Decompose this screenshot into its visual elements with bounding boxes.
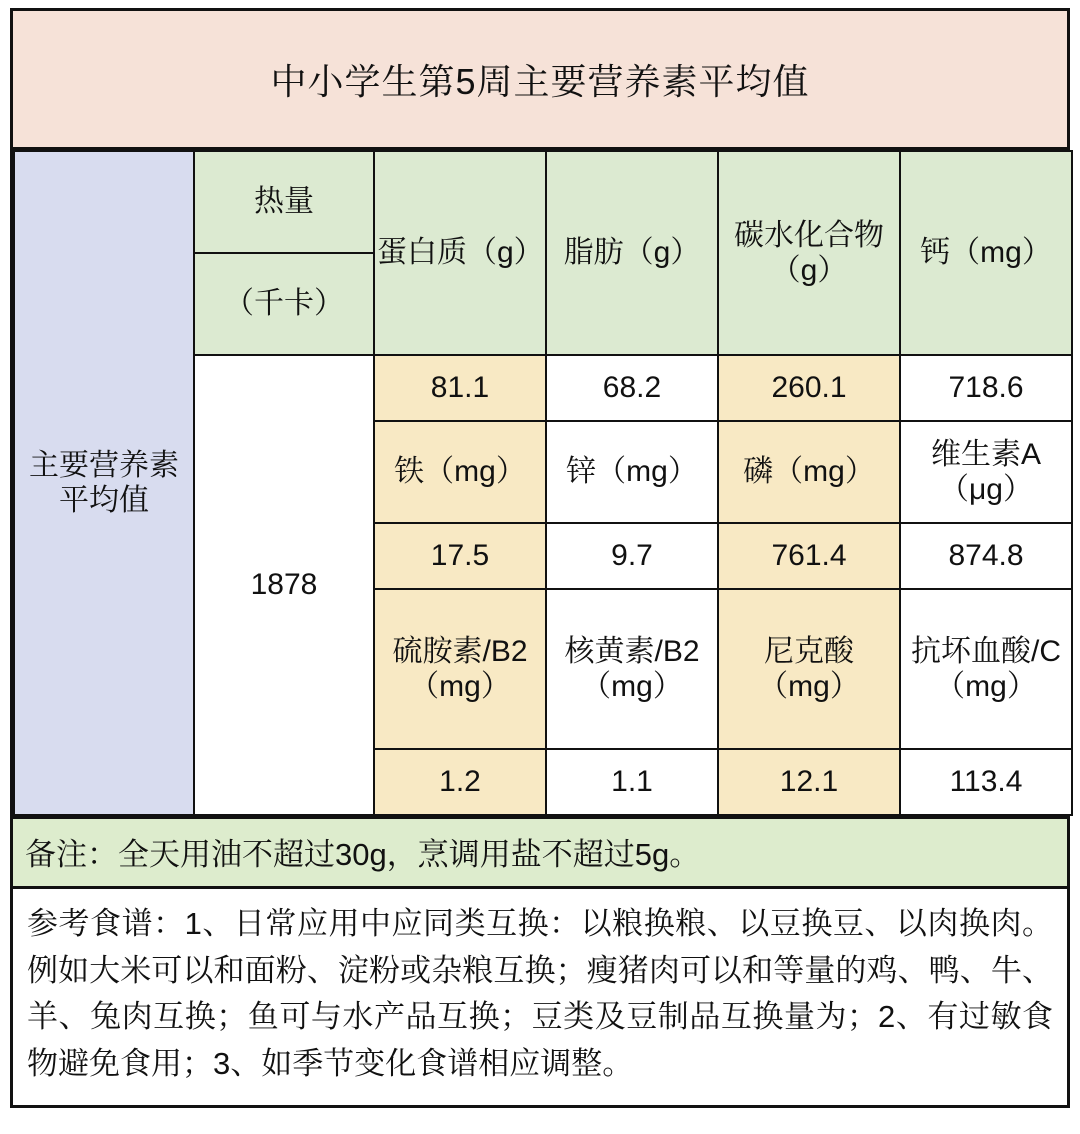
header-energy-name: 热量 [194,151,374,253]
header-niacin: 尼克酸（mg） [718,589,900,749]
header-vitamin-a: 维生素A（μg） [900,421,1072,523]
header-protein: 蛋白质（g） [374,151,546,355]
header-iron: 铁（mg） [374,421,546,523]
value-iron: 17.5 [374,523,546,589]
table-title-row [13,11,1067,150]
value-niacin: 12.1 [718,749,900,815]
header-thiamine: 硫胺素/B2（mg） [374,589,546,749]
value-ascorbic-acid: 113.4 [900,749,1072,815]
header-riboflavin: 核黄素/B2（mg） [546,589,718,749]
note-text: 备注：全天用油不超过30g，烹调用盐不超过5g。 [13,816,1067,889]
page-title: 中小学生第5周主要营养素平均值 [270,60,810,102]
header-energy-unit: （千卡） [194,253,374,355]
header-phosphorus: 磷（mg） [718,421,900,523]
value-thiamine: 1.2 [374,749,546,815]
header-zinc: 锌（mg） [546,421,718,523]
nutrition-grid [13,150,1073,816]
reference-recipe-text: 参考食谱：1、日常应用中应同类互换：以粮换粮、以豆换豆、以肉换肉。例如大米可以和面粉、淀粉或杂粮互换；瘦猪肉可以和等量的鸡、鸭、牛、羊、兔肉互换；鱼可与水产品互换；豆类及豆制品互换量为；2、有过敏食物避免食用；3、如季节变化食谱相应调整。 [13,889,1067,1105]
value-energy: 1878 [194,355,374,815]
value-protein: 81.1 [374,355,546,421]
header-fat: 脂肪（g） [546,151,718,355]
value-zinc: 9.7 [546,523,718,589]
value-riboflavin: 1.1 [546,749,718,815]
header-calcium: 钙（mg） [900,151,1072,355]
value-fat: 68.2 [546,355,718,421]
header-ascorbic-acid: 抗坏血酸/C（mg） [900,589,1072,749]
nutrition-table-sheet [10,8,1070,1108]
value-phosphorus: 761.4 [718,523,900,589]
value-vitamin-a: 874.8 [900,523,1072,589]
header-carbohydrate: 碳水化合物（g） [718,151,900,355]
value-calcium: 718.6 [900,355,1072,421]
value-carbohydrate: 260.1 [718,355,900,421]
row-label-main: 主要营养素平均值 [14,151,194,815]
